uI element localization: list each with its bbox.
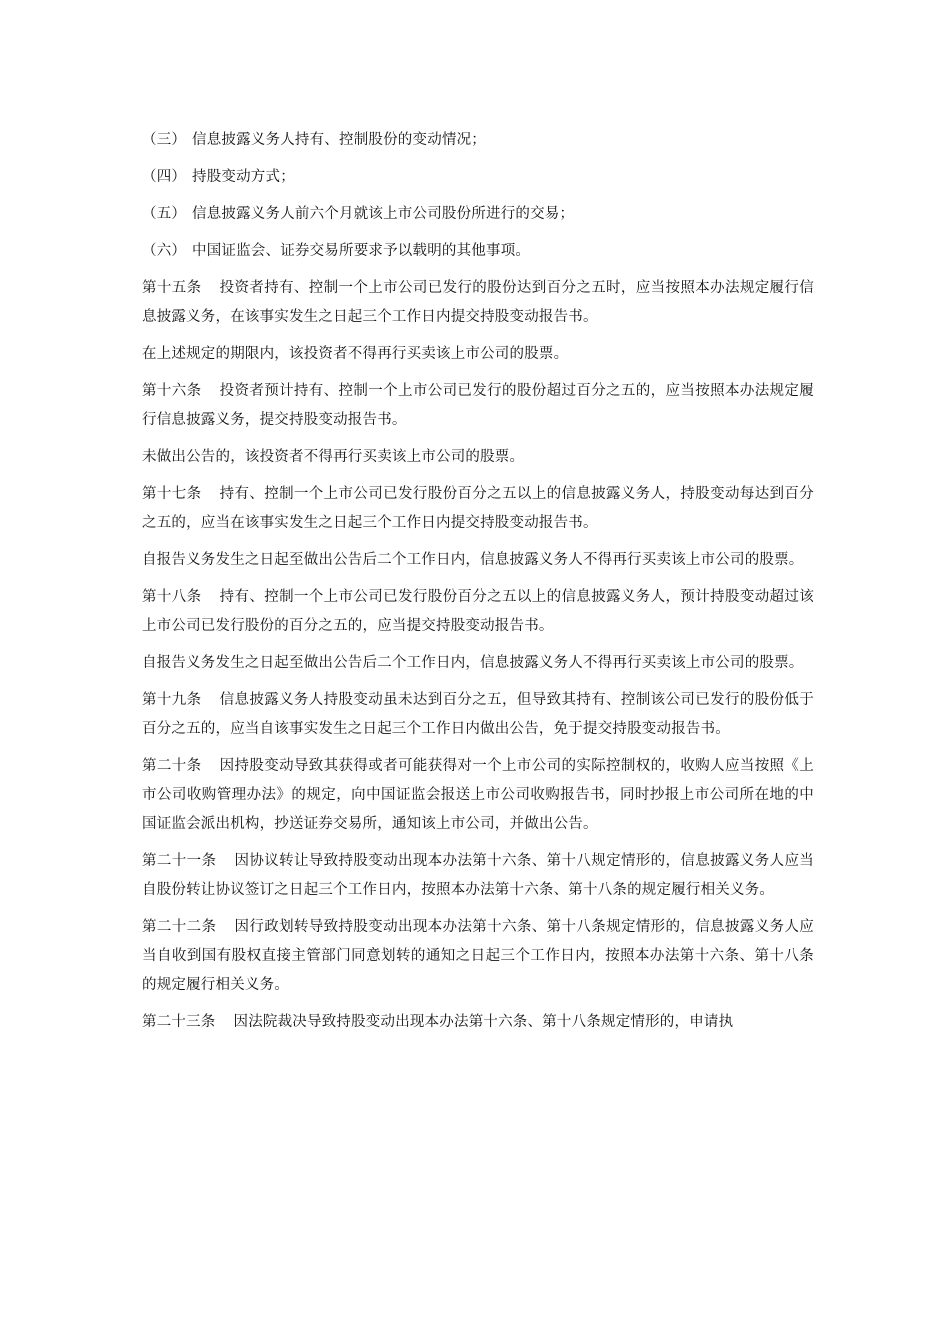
article-text: 持有、控制一个上市公司已发行股份百分之五以上的信息披露义务人，预计持股变动超过该上市公司已发行股份的百分之五的，应当提交持股变动报告书。 [142,589,814,634]
list-item-marker: （三） [142,132,187,148]
paragraph-text: 自报告义务发生之日起至做出公告后二个工作日内，信息披露义务人不得再行买卖该上市公司的股票。 [142,655,804,671]
article-paragraph [142,686,814,744]
article-number: 第十五条 [142,280,202,296]
article-paragraph [142,1008,814,1037]
list-item-text: 信息披露义务人前六个月就该上市公司股份所进行的交易； [192,206,575,222]
list-item-marker: （五） [142,206,187,222]
paragraph-text: 未做出公告的，该投资者不得再行买卖该上市公司的股票。 [142,449,525,465]
article-number: 第十六条 [142,383,202,399]
article-paragraph [142,913,814,1000]
document-body [142,126,814,1045]
article-number: 第二十二条 [142,919,217,935]
article-number: 第十八条 [142,589,202,605]
list-item [142,126,814,155]
article-number: 第二十条 [142,758,202,774]
paragraph [142,649,814,678]
article-text: 投资者持有、控制一个上市公司已发行的股份达到百分之五时，应当按照本办法规定履行信息披露义务，在该事实发生之日起三个工作日内提交持股变动报告书。 [142,280,814,325]
article-number: 第十七条 [142,486,202,502]
article-text: 因行政划转导致持股变动出现本办法第十六条、第十八条规定情形的，信息披露义务人应当自收到国有股权直接主管部门同意划转的通知之日起三个工作日内，按照本办法第十六条、第十八条的规定履行相关义务。 [142,919,815,993]
list-item-marker: （四） [142,169,187,185]
paragraph-text: 在上述规定的期限内，该投资者不得再行买卖该上市公司的股票。 [142,346,569,362]
list-item-text: 持股变动方式； [192,169,295,185]
article-text: 信息披露义务人持股变动虽未达到百分之五，但导致其持有、控制该公司已发行的股份低于百分之五的，应当自该事实发生之日起三个工作日内做出公告，免于提交持股变动报告书。 [142,692,814,737]
article-paragraph [142,274,814,332]
article-paragraph [142,752,814,839]
paragraph [142,546,814,575]
article-paragraph [142,480,814,538]
paragraph [142,443,814,472]
list-item-text: 信息披露义务人持有、控制股份的变动情况； [192,132,486,148]
list-item-marker: （六） [142,243,187,259]
article-text: 因法院裁决导致持股变动出现本办法第十六条、第十八条规定情形的，申请执 [233,1014,734,1030]
list-item [142,200,814,229]
article-paragraph [142,847,814,905]
article-paragraph [142,583,814,641]
article-text: 因协议转让导致持股变动出现本办法第十六条、第十八规定情形的，信息披露义务人应当自股份转让协议签订之日起三个工作日内，按照本办法第十六条、第十八条的规定履行相关义务。 [142,853,815,898]
article-text: 因持股变动导致其获得或者可能获得对一个上市公司的实际控制权的，收购人应当按照《上市公司收购管理办法》的规定，向中国证监会报送上市公司收购报告书，同时抄报上市公司所在地的中国证监会派出机构，抄送证券交易所，通知该上市公司，并做出公告。 [142,758,814,832]
paragraph [142,340,814,369]
article-text: 投资者预计持有、控制一个上市公司已发行的股份超过百分之五的，应当按照本办法规定履行信息披露义务，提交持股变动报告书。 [142,383,814,428]
list-item [142,163,814,192]
list-item-text: 中国证监会、证券交易所要求予以载明的其他事项。 [192,243,531,259]
article-text: 持有、控制一个上市公司已发行股份百分之五以上的信息披露义务人，持股变动每达到百分之五的，应当在该事实发生之日起三个工作日内提交持股变动报告书。 [142,486,814,531]
article-number: 第二十一条 [142,853,217,869]
article-number: 第二十三条 [142,1014,216,1030]
article-paragraph [142,377,814,435]
paragraph-text: 自报告义务发生之日起至做出公告后二个工作日内，信息披露义务人不得再行买卖该上市公司的股票。 [142,552,804,568]
article-number: 第十九条 [142,692,202,708]
list-item [142,237,814,266]
